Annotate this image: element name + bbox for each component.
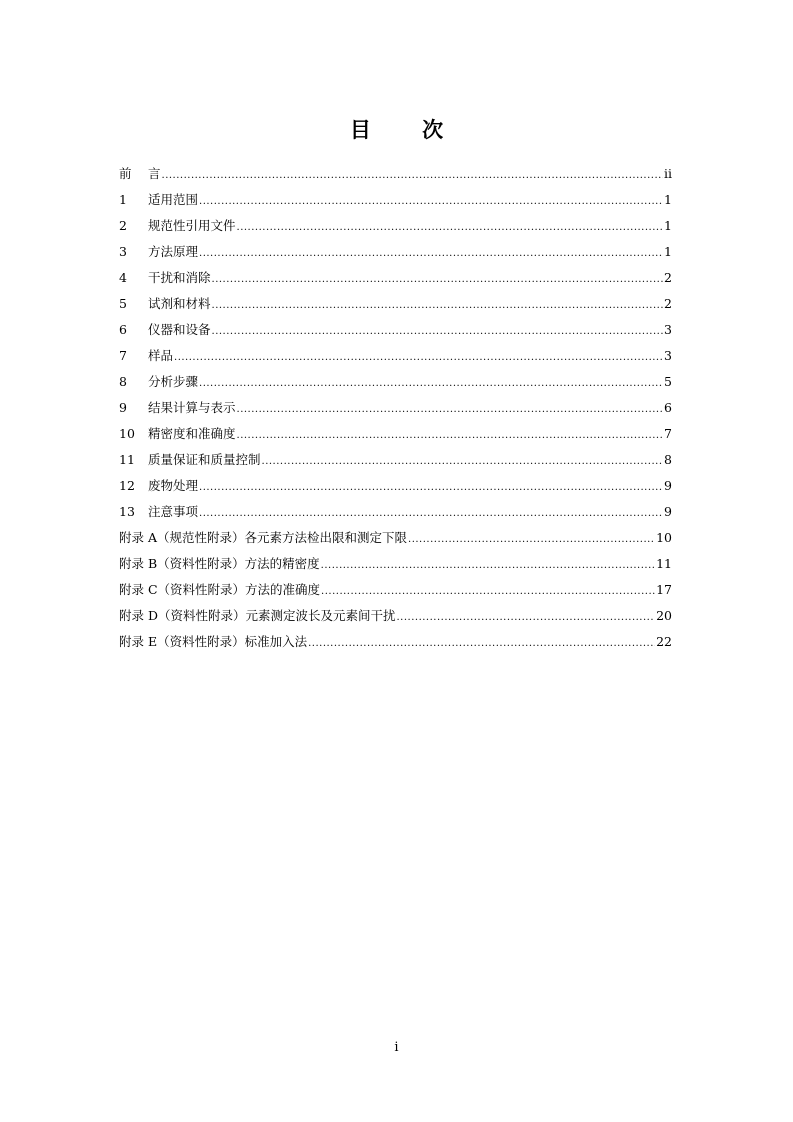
toc-leader-dots [237,395,664,423]
toc-entry-label: 附录 B（资料性附录）方法的精密度 [119,556,320,571]
toc-entry-label: 试剂和材料 [148,296,211,311]
toc-entry-page: 22 [656,634,672,649]
toc-entry-page: 3 [664,348,672,363]
toc-leader-dots [212,265,664,293]
toc-entry-label: 适用范围 [148,192,199,207]
toc-appendix-entry[interactable] [119,551,672,577]
toc-entry-label: 附录 C（资料性附录）方法的准确度 [119,582,321,597]
toc-appendix-entry[interactable] [119,603,672,629]
toc-leader-dots [162,161,663,189]
toc-entry-label: 注意事项 [148,504,199,519]
toc-entry[interactable] [119,161,672,187]
toc-entry-page: 9 [664,504,672,519]
toc-appendix-entry[interactable] [119,577,672,603]
toc-entry-page: ii [664,166,672,181]
toc-entry-page: 8 [664,452,672,467]
toc-entry-page: 17 [656,582,672,597]
toc-leader-dots [262,447,664,475]
toc-entry-page: 2 [664,296,672,311]
toc-entry[interactable] [119,369,672,395]
toc-leader-dots [199,239,663,267]
toc-appendix-entry[interactable] [119,525,672,551]
toc-entry-label: 分析步骤 [148,374,199,389]
toc-leader-dots [321,577,655,605]
toc-entry[interactable] [119,499,672,525]
toc-entry[interactable] [119,291,672,317]
toc-leader-dots [237,421,664,449]
toc-entry[interactable] [119,187,672,213]
page-title: 目 次 [349,118,466,142]
toc-entry-number: 前 [119,166,132,181]
toc-appendix-entry[interactable] [119,629,672,655]
toc-entry-page: 20 [656,608,672,623]
toc-entry-number: 13 [119,504,135,519]
toc-entry-label: 样品 [148,348,174,363]
toc-leader-dots [321,551,655,579]
toc-entry[interactable] [119,239,672,265]
toc-leader-dots [212,317,664,345]
toc-entry-number: 9 [119,400,127,415]
page-number-footer: i [394,1040,399,1055]
toc-entry-page: 3 [664,322,672,337]
toc-entry-label: 附录 D（资料性附录）元素测定波长及元素间干扰 [119,608,396,623]
toc-entry-page: 9 [664,478,672,493]
toc-entry-number: 5 [119,296,127,311]
toc-entry-page: 7 [664,426,672,441]
toc-entry-number: 2 [119,218,127,233]
toc-leader-dots [308,629,655,657]
toc-entry-label: 干扰和消除 [148,270,211,285]
toc-entry-label: 规范性引用文件 [148,218,236,233]
toc-entry-number: 3 [119,244,127,259]
toc-entry-label: 废物处理 [148,478,199,493]
toc-entry-number: 11 [119,452,135,467]
toc-entry-page: 1 [664,192,672,207]
toc-entry-label: 附录 A（规范性附录）各元素方法检出限和测定下限 [119,530,408,545]
toc-entry-label: 结果计算与表示 [148,400,236,415]
toc-leader-dots [237,213,664,241]
toc-entry[interactable] [119,343,672,369]
toc-leader-dots [199,369,663,397]
toc-entry-page: 11 [656,556,672,571]
toc-entry-label: 仪器和设备 [148,322,211,337]
toc-entry-number: 12 [119,478,135,493]
toc-entry-page: 2 [664,270,672,285]
toc-entry-label: 质量保证和质量控制 [148,452,261,467]
toc-entry[interactable] [119,421,672,447]
toc-entry-number: 8 [119,374,127,389]
toc-leader-dots [212,291,664,319]
toc-leader-dots [397,603,656,631]
toc-leader-dots [174,343,663,371]
toc-entry-number: 1 [119,192,127,207]
toc-entry-label: 附录 E（资料性附录）标准加入法 [119,634,308,649]
toc-leader-dots [408,525,655,553]
toc-entry[interactable] [119,317,672,343]
toc-entry[interactable] [119,213,672,239]
toc-entry-label: 言 [148,166,161,181]
toc-leader-dots [199,187,663,215]
toc-entry-number: 6 [119,322,127,337]
toc-leader-dots [199,473,663,501]
toc-entry-page: 6 [664,400,672,415]
toc-entry-number: 4 [119,270,127,285]
toc-entry-number: 7 [119,348,127,363]
table-of-contents [119,161,672,655]
toc-entry-label: 精密度和准确度 [148,426,236,441]
toc-entry-number: 10 [119,426,135,441]
toc-entry[interactable] [119,473,672,499]
toc-entry-page: 10 [656,530,672,545]
toc-entry-page: 5 [664,374,672,389]
toc-leader-dots [199,499,663,527]
toc-entry[interactable] [119,395,672,421]
toc-entry-page: 1 [664,218,672,233]
toc-entry[interactable] [119,447,672,473]
toc-entry-label: 方法原理 [148,244,199,259]
toc-entry[interactable] [119,265,672,291]
toc-entry-page: 1 [664,244,672,259]
